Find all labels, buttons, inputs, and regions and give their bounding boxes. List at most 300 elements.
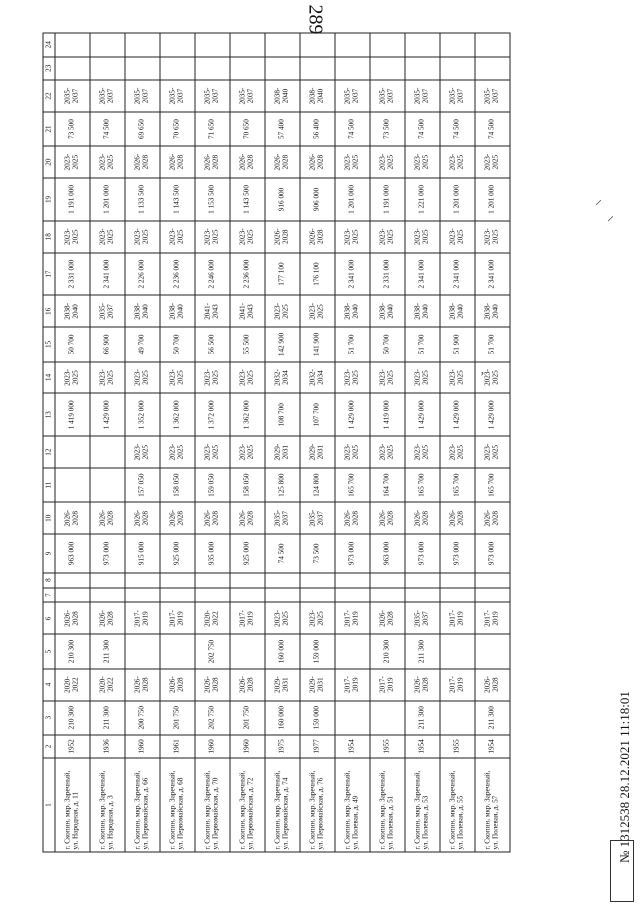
table-cell: 2023-2025 [265,295,300,327]
table-cell: 2023-2025 [370,221,405,253]
table-cell: 2023-2025 [335,221,370,253]
table-cell: 2026-2028 [90,502,125,534]
table-cell: 1 143 500 [160,178,195,221]
column-header-4: 4 [43,669,55,701]
table-cell: 2026-2028 [230,146,265,178]
table-cell: 2038-2040 [265,80,300,112]
table-cell: 2023-2025 [125,362,160,394]
table-cell [195,33,230,57]
column-header-15: 15 [43,327,55,361]
table-cell: 73 500 [370,112,405,146]
table-cell [475,588,510,603]
table-cell: 1 362 000 [160,394,195,437]
table-cell: 1 133 500 [125,178,160,221]
table-cell: 2023-2025 [335,436,370,468]
table-cell: 71 650 [195,112,230,146]
table-cell: 157 050 [125,468,160,502]
column-header-14: 14 [43,362,55,394]
table-row [195,33,230,852]
column-header-12: 12 [43,436,55,468]
table-cell: 74 500 [405,112,440,146]
table-cell: 1960 [125,735,160,758]
address-cell: г. Скопин, мкр. Заречный, ул. Полевая, д. 55 [440,758,475,852]
table-cell: 916 000 [265,178,300,221]
table-cell: 2023-2025 [125,221,160,253]
address-cell: г. Скопин, мкр. Заречный, ул. Полевая, д. 51 [370,758,405,852]
table-cell: 211 300 [90,634,125,668]
table-cell: 73 500 [55,112,90,146]
table-cell: 2026-2028 [265,146,300,178]
table-cell: 2038-2040 [300,80,335,112]
table-cell: 2023-2025 [55,221,90,253]
table-cell: 973 000 [90,534,125,572]
table-cell: 160 000 [265,701,300,735]
table-cell [195,57,230,80]
table-cell: 1954 [475,735,510,758]
column-header-1: 1 [43,758,55,852]
table-cell: 2026-2028 [405,669,440,701]
table-cell: 1 372 000 [195,394,230,437]
table-cell: 56 500 [195,327,230,361]
column-header-18: 18 [43,221,55,253]
table-cell [300,588,335,603]
table-cell: 2 341 000 [440,253,475,296]
table-cell: 108 700 [265,394,300,437]
table-cell: 2026-2028 [370,502,405,534]
table-cell: 66 900 [90,327,125,361]
table-cell: 2026-2028 [125,146,160,178]
column-header-6: 6 [43,602,55,634]
table-cell [440,33,475,57]
table-cell [230,33,265,57]
table-cell [370,57,405,80]
table-cell: 2035-2037 [370,80,405,112]
table-cell [440,701,475,735]
table-cell: 925 000 [230,534,265,572]
table-cell: 1952 [55,735,90,758]
table-cell: 1 201 000 [335,178,370,221]
table-cell [125,573,160,588]
table-cell [440,588,475,603]
table-cell: 1955 [440,735,475,758]
table-cell [300,573,335,588]
table-cell: 963 000 [370,534,405,572]
table-cell: 201 750 [230,701,265,735]
table-cell [405,588,440,603]
table-cell [160,33,195,57]
table-cell: 2023-2025 [440,436,475,468]
table-cell: 2023-2025 [370,436,405,468]
table-cell: 2026-2028 [230,669,265,701]
table-cell: 2 246 000 [195,253,230,296]
column-header-9: 9 [43,534,55,572]
table-cell [90,57,125,80]
table-cell [300,57,335,80]
table-cell [160,634,195,668]
column-header-3: 3 [43,701,55,735]
table-cell: 2038-2040 [370,295,405,327]
table-cell: 2026-2028 [230,502,265,534]
table-cell: 2020-2022 [55,669,90,701]
table-cell: 2026-2028 [160,502,195,534]
table-cell: 915 000 [125,534,160,572]
table-cell: 74 500 [440,112,475,146]
table-cell: 202 750 [195,634,230,668]
column-header-23: 23 [43,57,55,80]
table-cell: 1977 [300,735,335,758]
page-number: 289 [304,4,327,35]
table-cell [55,57,90,80]
address-cell: г. Скопин, мкр. Заречный, ул. Первомайская, д. 70 [195,758,230,852]
table-cell: 2026-2028 [90,602,125,634]
column-header-13: 13 [43,394,55,437]
table-cell: 2 331 000 [55,253,90,296]
table-cell [125,634,160,668]
table-cell: 1960 [230,735,265,758]
table-row [335,33,370,852]
table-cell: 2023-2025 [335,146,370,178]
table-cell: 1954 [335,735,370,758]
table-cell: 2038-2040 [335,295,370,327]
table-cell: 2 236 000 [160,253,195,296]
column-header-8: 8 [43,573,55,588]
table-cell [335,634,370,668]
table-cell: 176 100 [300,253,335,296]
table-cell: 2023-2025 [405,146,440,178]
table-cell: 2035-2037 [265,502,300,534]
table-cell: 1 201 000 [90,178,125,221]
table-cell [335,33,370,57]
column-header-17: 17 [43,253,55,296]
table-row [300,33,335,852]
table-cell: 2032-2034 [300,362,335,394]
table-cell: 2026-2028 [55,602,90,634]
table-cell: 2023-2025 [405,436,440,468]
table-cell: 2035-2037 [195,80,230,112]
table-cell: 2023-2025 [230,362,265,394]
table-cell: 2023-2025 [440,146,475,178]
table-cell: 70 650 [230,112,265,146]
table-cell: 1961 [160,735,195,758]
table-cell [160,57,195,80]
table-cell: 2023-2025 [55,362,90,394]
table-cell: 125 800 [265,468,300,502]
table-cell: 159 000 [300,701,335,735]
table-cell: 1975 [265,735,300,758]
table-cell: 158 050 [230,468,265,502]
table-cell [90,588,125,603]
table-cell [370,33,405,57]
table-cell: 2020-2022 [90,669,125,701]
table-cell [265,57,300,80]
table-cell: 2038-2040 [55,295,90,327]
table-cell: 50 700 [370,327,405,361]
pen-mark-icon: ⸍ [607,215,614,230]
table-cell [335,573,370,588]
table-cell: 1 429 000 [475,394,510,437]
column-header-11: 11 [43,468,55,502]
table-cell: 51 700 [405,327,440,361]
table-row [370,33,405,852]
column-header-22: 22 [43,80,55,112]
column-header-5: 5 [43,634,55,668]
pen-mark-icon: ⸝ [595,193,602,208]
table-cell: 51 900 [440,327,475,361]
table-cell: 2023-2025 [405,362,440,394]
table-cell: 2038-2040 [475,295,510,327]
table-cell: 2035-2037 [230,80,265,112]
table-cell: 1 429 000 [335,394,370,437]
table-cell: 159 000 [300,634,335,668]
table-cell: 1954 [405,735,440,758]
table-cell [265,573,300,588]
table-cell: 55 500 [230,327,265,361]
table-cell: 74 500 [265,534,300,572]
table-cell: 2023-2025 [125,436,160,468]
table-cell: 2023-2025 [195,362,230,394]
stamp-text: № 1312538 28.12.2021 11:18:01 [617,691,632,863]
table-cell: 2041-2043 [195,295,230,327]
table-cell: 74 500 [90,112,125,146]
table-cell: 49 700 [125,327,160,361]
table-cell: 2023-2025 [90,362,125,394]
table-cell [55,468,90,502]
table-cell: 1 429 000 [440,394,475,437]
table-cell [195,573,230,588]
address-cell: г. Скопин, мкр. Заречный, ул. Полевая, д. 49 [335,758,370,852]
table-cell: 211 300 [405,701,440,735]
table-cell: 2023-2025 [475,436,510,468]
column-header-24: 24 [43,33,55,57]
table-cell: 142 900 [265,327,300,361]
table-cell [475,634,510,668]
table-cell: 2 331 000 [370,253,405,296]
table-cell: 2026-2028 [160,669,195,701]
table-cell: 2032-2034 [265,362,300,394]
table-cell [475,33,510,57]
table-cell: 2023-2025 [370,362,405,394]
address-cell: г. Скопин, мкр. Заречный, ул. Народная, д. 3 [90,758,125,852]
table-cell: 124 800 [300,468,335,502]
table-cell: 1 191 000 [55,178,90,221]
table-cell: 70 650 [160,112,195,146]
table-cell: 973 000 [405,534,440,572]
table-cell: 141 900 [300,327,335,361]
address-cell: г. Скопин, мкр. Заречный, ул. Первомайская, д. 68 [160,758,195,852]
table-cell: 2023-2025 [370,146,405,178]
address-cell: г. Скопин, мкр. Заречный, ул. Народная, д. 11 [55,758,90,852]
table-cell: 2020-2022 [195,602,230,634]
table-row [475,33,510,852]
table-cell: 2026-2028 [55,502,90,534]
table-cell: 2029-2031 [300,669,335,701]
table-cell [160,588,195,603]
table-cell [55,436,90,468]
table-cell: 2017-2019 [475,602,510,634]
table-cell: 210 300 [370,634,405,668]
table-cell: 177 100 [265,253,300,296]
table-cell: 2 226 000 [125,253,160,296]
table-cell [405,33,440,57]
table-cell: 2023-2025 [90,146,125,178]
table-cell: 963 000 [55,534,90,572]
table-cell: 2035-2037 [405,80,440,112]
table-cell [370,573,405,588]
table-row [125,33,160,852]
column-header-2: 2 [43,735,55,758]
table-cell: 2 341 000 [90,253,125,296]
table-cell [125,588,160,603]
table-cell [440,57,475,80]
table-cell: 2017-2019 [335,602,370,634]
table-cell: 2023-2025 [160,221,195,253]
table-cell: 159 050 [195,468,230,502]
table-row [265,33,300,852]
table-cell: 2035-2037 [90,295,125,327]
table-cell: 50 700 [160,327,195,361]
table-cell: 2 341 000 [475,253,510,296]
table-cell: 2023-2025 [195,221,230,253]
table-cell: 2035-2037 [160,80,195,112]
table-cell: 69 650 [125,112,160,146]
table-cell: 1955 [370,735,405,758]
table-cell: 2029-2031 [265,436,300,468]
table-cell: 2026-2028 [370,602,405,634]
table-cell: 2035-2037 [440,80,475,112]
address-cell: г. Скопин, мкр. Заречный, ул. Первомайская, д. 72 [230,758,265,852]
table-cell [90,573,125,588]
table-cell: 160 000 [265,634,300,668]
table-cell: 165 700 [440,468,475,502]
table-row [90,33,125,852]
table-cell: 2023-2025 [230,436,265,468]
table-cell: 1 419 000 [55,394,90,437]
table-cell: 211 300 [90,701,125,735]
table-cell: 1 429 000 [405,394,440,437]
table-cell [475,57,510,80]
table-cell: 2035-2037 [125,80,160,112]
table-cell: 2017-2019 [440,602,475,634]
table-cell [195,588,230,603]
table-cell [90,33,125,57]
table-cell: 1 352 000 [125,394,160,437]
table-cell: 2023-2025 [195,436,230,468]
table-cell: 2023-2025 [265,602,300,634]
table-cell [405,57,440,80]
table-cell [90,468,125,502]
table-cell: 1 201 000 [475,178,510,221]
registration-stamp [600,540,632,870]
table-cell [265,588,300,603]
table-cell [230,588,265,603]
table-cell: 73 500 [300,534,335,572]
table-cell: 2038-2040 [405,295,440,327]
column-header-10: 10 [43,502,55,534]
table-cell: 2017-2019 [230,602,265,634]
table-cell [335,588,370,603]
table-cell: 165 700 [405,468,440,502]
table-cell: 2023-2025 [90,221,125,253]
table-cell: 1 429 000 [90,394,125,437]
table-cell: 200 750 [125,701,160,735]
table-body [55,33,510,852]
table-cell: 925 000 [160,534,195,572]
column-header-19: 19 [43,178,55,221]
table-cell: 2026-2028 [335,502,370,534]
column-header-21: 21 [43,112,55,146]
table-cell [55,588,90,603]
table-cell: 1 419 000 [370,394,405,437]
table-cell: 201 750 [160,701,195,735]
address-cell: г. Скопин, мкр. Заречный, ул. Первомайская, д. 74 [265,758,300,852]
table-cell: 973 000 [335,534,370,572]
address-cell: г. Скопин, мкр. Заречный, ул. Полевая, д. 53 [405,758,440,852]
table-cell: 202 750 [195,701,230,735]
address-cell: г. Скопин, мкр. Заречный, ул. Полевая, д. 57 [475,758,510,852]
table-cell: 2026-2028 [125,669,160,701]
table-cell: 2023-2025 [160,362,195,394]
table-cell [90,436,125,468]
table-cell: 2023-2025 [440,221,475,253]
table-cell [335,701,370,735]
table-cell: 1 221 000 [405,178,440,221]
table-row [405,33,440,852]
table-cell: 57 400 [265,112,300,146]
table-cell: 2035-2037 [475,80,510,112]
table-cell [55,573,90,588]
table-cell [160,573,195,588]
table-cell [230,573,265,588]
logo-icon [610,840,634,902]
table-cell: 1 191 000 [370,178,405,221]
column-number-header [43,33,55,852]
table-cell [230,57,265,80]
table-cell: 2023-2025 [55,146,90,178]
table-cell [370,701,405,735]
table-cell [55,33,90,57]
table-cell [230,634,265,668]
table-cell: 211 300 [405,634,440,668]
column-header-20: 20 [43,146,55,178]
table-cell [475,573,510,588]
table-cell: 2023-2025 [475,362,510,394]
table-cell: 2035-2037 [335,80,370,112]
table-cell: 74 500 [335,112,370,146]
table-cell: 973 000 [475,534,510,572]
column-header-16: 16 [43,295,55,327]
table-cell: 74 500 [475,112,510,146]
table-cell [405,573,440,588]
table-cell: 2026-2028 [300,146,335,178]
table-cell: 2026-2028 [125,502,160,534]
table-cell: 2023-2025 [230,221,265,253]
table-cell: 51 700 [335,327,370,361]
table-cell: 2026-2028 [195,146,230,178]
table-cell: 906 000 [300,178,335,221]
table-cell: 2017-2019 [335,669,370,701]
table-cell: 2017-2019 [125,602,160,634]
table-cell [370,588,405,603]
table-cell: 2023-2025 [405,221,440,253]
table-cell: 50 700 [55,327,90,361]
table-cell: 1960 [195,735,230,758]
table-cell: 2035-2037 [405,602,440,634]
table-row [230,33,265,852]
table-cell: 56 400 [300,112,335,146]
table-cell: 973 000 [440,534,475,572]
table-cell: 211 300 [475,701,510,735]
table-cell: 107 700 [300,394,335,437]
